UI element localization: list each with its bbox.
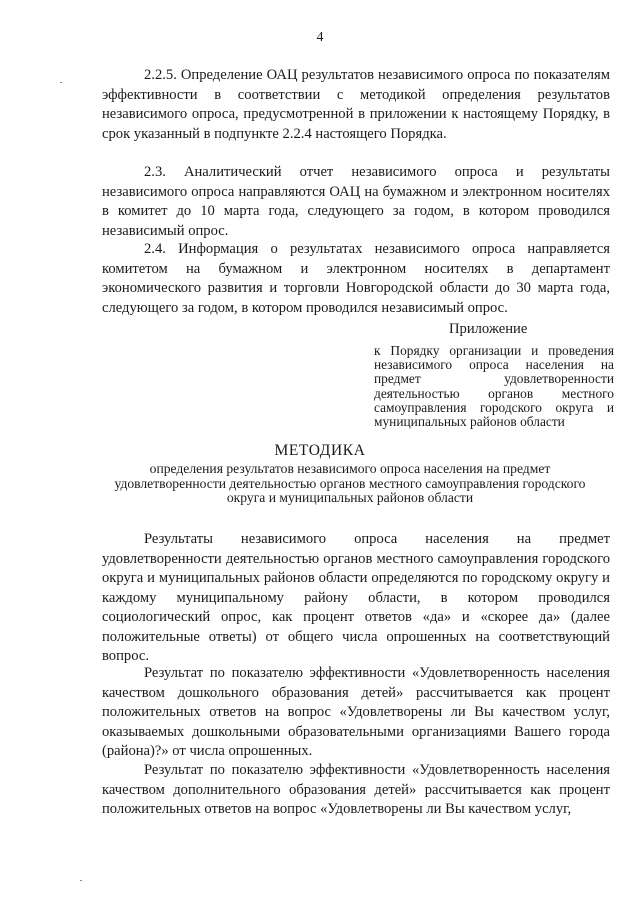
scan-speck	[60, 82, 62, 83]
section-2-2-5: 2.2.5. Определение ОАЦ результатов независимого опроса по показателям эффективности в соответствии с методикой определения результатов независимого опроса, предусмотренной в приложении к настоящему Порядку, в срок указанный в подпункте 2.2.4 настоящего Порядка.	[102, 67, 610, 142]
section-2-4: 2.4. Информация о результатах независимого опроса направляется комитетом на бумажном и электронном носителях в департамент экономического развития и торговли Новгородской области до 30 марта года, следующего за годом, в котором проводился независимый опрос.	[102, 241, 610, 316]
section-2-3: 2.3. Аналитический отчет независимого опроса и результаты независимого опроса направляются ОАЦ на бумажном и электронном носителях в комитет до 10 марта года, следующего за годом, в котором проводился независимый опрос.	[102, 164, 610, 239]
methodology-subheading: определения результатов независимого опроса населения на предмет удовлетворенности деятельностью органов местного самоуправления городского округа и муниципальных районов области	[114, 461, 586, 505]
methodology-paragraph-1: Результаты независимого опроса населения на предмет удовлетворенности деятельностью органов местного самоуправления городского округа и муниципальных районов области определяются по городскому округу и каждому муниципальному району области, в котором проводился социологический опрос, как процент ответов «да» и «скорее да» (далее положительные ответы) от общего числа опрошенных на соответствующий вопрос.	[102, 531, 610, 664]
methodology-heading: МЕТОДИКА	[274, 442, 366, 459]
scan-speck	[80, 880, 82, 881]
methodology-paragraph-3: Результат по показателю эффективности «Удовлетворенность населения качеством дополнительного образования детей» рассчитывается как процент положительных ответов на вопрос «Удовлетворены ли Вы качеством услуг,	[102, 762, 610, 817]
appendix-note: к Порядку организации и проведения независимого опроса населения на предмет удовлетворенности деятельностью органов местного самоуправления городского округа и муниципальных районов области	[374, 343, 614, 430]
methodology-paragraph-2: Результат по показателю эффективности «Удовлетворенность населения качеством дошкольного образования детей» рассчитывается как процент положительных ответов на вопрос «Удовлетворены ли Вы качеством услуг, оказываемых дошкольными образовательными организациями Вашего города (района)?» от числа опрошенных.	[102, 665, 610, 759]
appendix-title: Приложение	[449, 321, 528, 337]
page-number: 4	[316, 30, 324, 45]
